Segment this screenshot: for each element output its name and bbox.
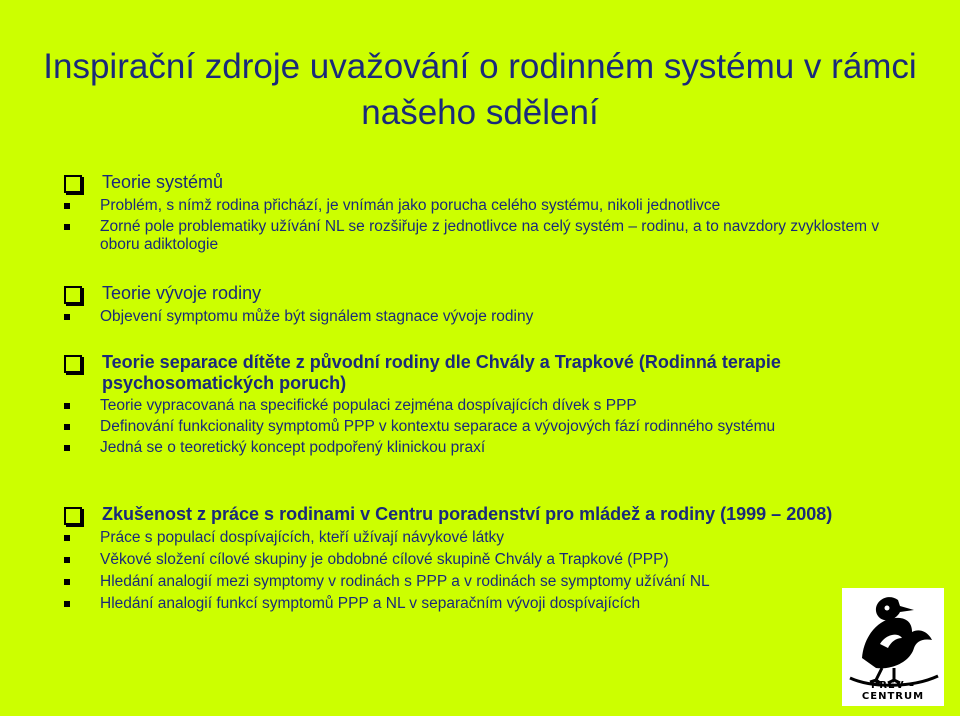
section-experience [64, 504, 909, 613]
square-bullet-icon [64, 224, 70, 230]
slide-title: Inspirační zdroje uvažování o rodinném systému v rámci našeho sdělení [43, 47, 917, 132]
list-item: Objevení symptomu může být signálem stagnace vývoje rodiny [64, 308, 909, 326]
section-title: Teorie vývoje rodiny [102, 283, 262, 303]
square-bullet-icon [64, 314, 70, 320]
section-family-development-theory [64, 283, 909, 326]
section-title: Teorie separace dítěte z původní rodiny dle Chvály a Trapkové (Rodinná terapie psychosomatických poruch) [102, 352, 781, 393]
square-bullet-icon [64, 445, 70, 451]
checkbox-bullet-icon [64, 355, 82, 373]
checkbox-bullet-icon [64, 175, 82, 193]
square-bullet-icon [64, 403, 70, 409]
list-item: Hledání analogií funkcí symptomů PPP a NL v separačním vývoji dospívajících [64, 595, 909, 613]
list-item: Definování funkcionality symptomů PPP v kontextu separace a vývojových fází rodinného systému [64, 418, 909, 436]
checkbox-bullet-icon [64, 286, 82, 304]
list-item: Věkové složení cílové skupiny je obdobné cílové skupině Chvály a Trapkové (PPP) [64, 551, 909, 569]
square-bullet-icon [64, 601, 70, 607]
square-bullet-icon [64, 579, 70, 585]
list-item: Jedná se o teoretický koncept podpořený klinickou praxí [64, 439, 909, 457]
section-systems-theory [64, 172, 909, 254]
logo-text: PREV – CENTRUM [861, 680, 925, 702]
square-bullet-icon [64, 424, 70, 430]
square-bullet-icon [64, 535, 70, 541]
prev-centrum-logo [842, 588, 944, 706]
section-separation-theory [64, 352, 909, 457]
checkbox-bullet-icon [64, 507, 82, 525]
list-item: Hledání analogií mezi symptomy v rodinách s PPP a v rodinách se symptomy užívání NL [64, 573, 909, 591]
square-bullet-icon [64, 203, 70, 209]
square-bullet-icon [64, 557, 70, 563]
list-item: Práce s populací dospívajících, kteří užívají návykové látky [64, 529, 909, 547]
section-title: Zkušenost z práce s rodinami v Centru poradenství pro mládež a rodiny (1999 – 2008) [102, 504, 833, 524]
list-item: Teorie vypracovaná na specifické populaci zejména dospívajících dívek s PPP [64, 397, 909, 415]
list-item: Problém, s nímž rodina přichází, je vnímán jako porucha celého systému, nikoli jednotlivce [64, 197, 909, 215]
bird-logo-icon [842, 588, 944, 688]
list-item: Zorné pole problematiky užívání NL se rozšiřuje z jednotlivce na celý systém – rodinu, a to navzdory zvyklostem v oboru adiktologie [64, 218, 909, 254]
section-title: Teorie systémů [102, 172, 224, 192]
